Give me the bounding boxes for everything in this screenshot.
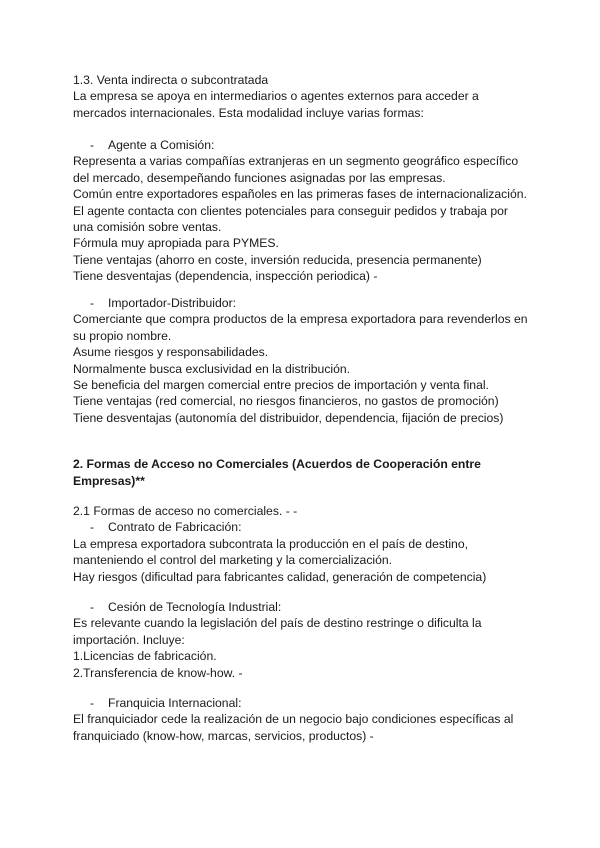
text-line: manteniendo el control del marketing y la comercialización. — [73, 553, 393, 568]
text-line: Tiene ventajas (ahorro en coste, inversión reducida, presencia permanente) — [73, 252, 482, 267]
text-line: El franquiciador cede la realización de un negocio bajo condiciones específicas al — [73, 712, 514, 727]
bullet-item — [73, 137, 583, 153]
importador-distribuidor-block — [73, 295, 583, 426]
bullet-dash: - — [90, 296, 95, 310]
cesion-tecnologia-block — [73, 599, 583, 681]
heading-line: 2. Formas de Acceso no Comerciales (Acuerdos de Cooperación entre — [73, 457, 481, 471]
bullet-label: Contrato de Fabricación: — [108, 520, 242, 535]
bullet-item — [73, 519, 583, 535]
bullet-dash: - — [90, 600, 95, 614]
text-line: Tiene desventajas (autonomía del distribuidor, dependencia, fijación de precios) — [73, 410, 504, 425]
agente-comision-block — [73, 137, 583, 285]
text-line: Normalmente busca exclusividad en la distribución. — [73, 361, 351, 376]
text-line: Tiene desventajas (dependencia, inspección periodica) - — [73, 269, 378, 284]
bullet-item — [73, 599, 583, 615]
text-line: Hay riesgos (dificultad para fabricantes calidad, generación de competencia) — [73, 569, 487, 584]
bullet-dash: - — [90, 520, 95, 535]
bullet-label: Agente a Comisión: — [108, 138, 215, 152]
text-line: Es relevante cuando la legislación del país de destino restringe o dificulta la — [73, 616, 482, 631]
text-line: franquiciado (know-how, marcas, servicios, productos) - — [73, 728, 374, 743]
intro-line: La empresa se apoya en intermediarios o agentes externos para acceder a — [73, 89, 479, 104]
text-line: importación. Incluye: — [73, 632, 185, 647]
bullet-dash: - — [90, 138, 95, 152]
section-2-heading — [73, 456, 583, 490]
heading-line: Empresas)** — [73, 474, 145, 488]
text-line: Comerciante que compra productos de la empresa exportadora para revenderlos en — [73, 312, 528, 327]
text-line: Común entre exportadores españoles en las primeras fases de internacionalización. — [73, 187, 527, 202]
franquicia-block — [73, 695, 583, 744]
bullet-item — [73, 295, 583, 311]
text-line: Fórmula muy apropiada para PYMES. — [73, 236, 279, 251]
text-line: Representa a varias compañías extranjeras en un segmento geográfico específico — [73, 154, 519, 169]
text-line: 1.Licencias de fabricación. — [73, 649, 217, 664]
contrato-fabricacion-block — [73, 503, 583, 585]
bullet-label: Cesión de Tecnología Industrial: — [108, 600, 282, 614]
section-title: 1.3. Venta indirecta o subcontratada — [73, 73, 269, 87]
text-line: Asume riesgos y responsabilidades. — [73, 345, 269, 360]
subsection-title: 2.1 Formas de acceso no comerciales. - - — [73, 504, 298, 518]
text-line: La empresa exportadora subcontrata la producción en el país de destino, — [73, 536, 468, 551]
text-line: Se beneficia del margen comercial entre precios de importación y venta final. — [73, 378, 489, 393]
text-line: 2.Transferencia de know-how. - — [73, 665, 243, 680]
bullet-dash: - — [90, 696, 95, 710]
bullet-label: Franquicia Internacional: — [108, 696, 242, 710]
bullet-item — [73, 695, 583, 711]
section-1-3 — [73, 72, 583, 121]
text-line: del mercado, desempeñando funciones asignadas por las empresas. — [73, 170, 446, 185]
intro-line: mercados internacionales. Esta modalidad incluye varias formas: — [73, 105, 424, 120]
text-line: El agente contacta con clientes potenciales para conseguir pedidos y trabaja por — [73, 203, 508, 218]
text-line: Tiene ventajas (red comercial, no riesgos financieros, no gastos de promoción) — [73, 394, 499, 409]
text-line: una comisión sobre ventas. — [73, 220, 222, 235]
bullet-label: Importador-Distribuidor: — [108, 296, 237, 310]
text-line: su propio nombre. — [73, 328, 172, 343]
